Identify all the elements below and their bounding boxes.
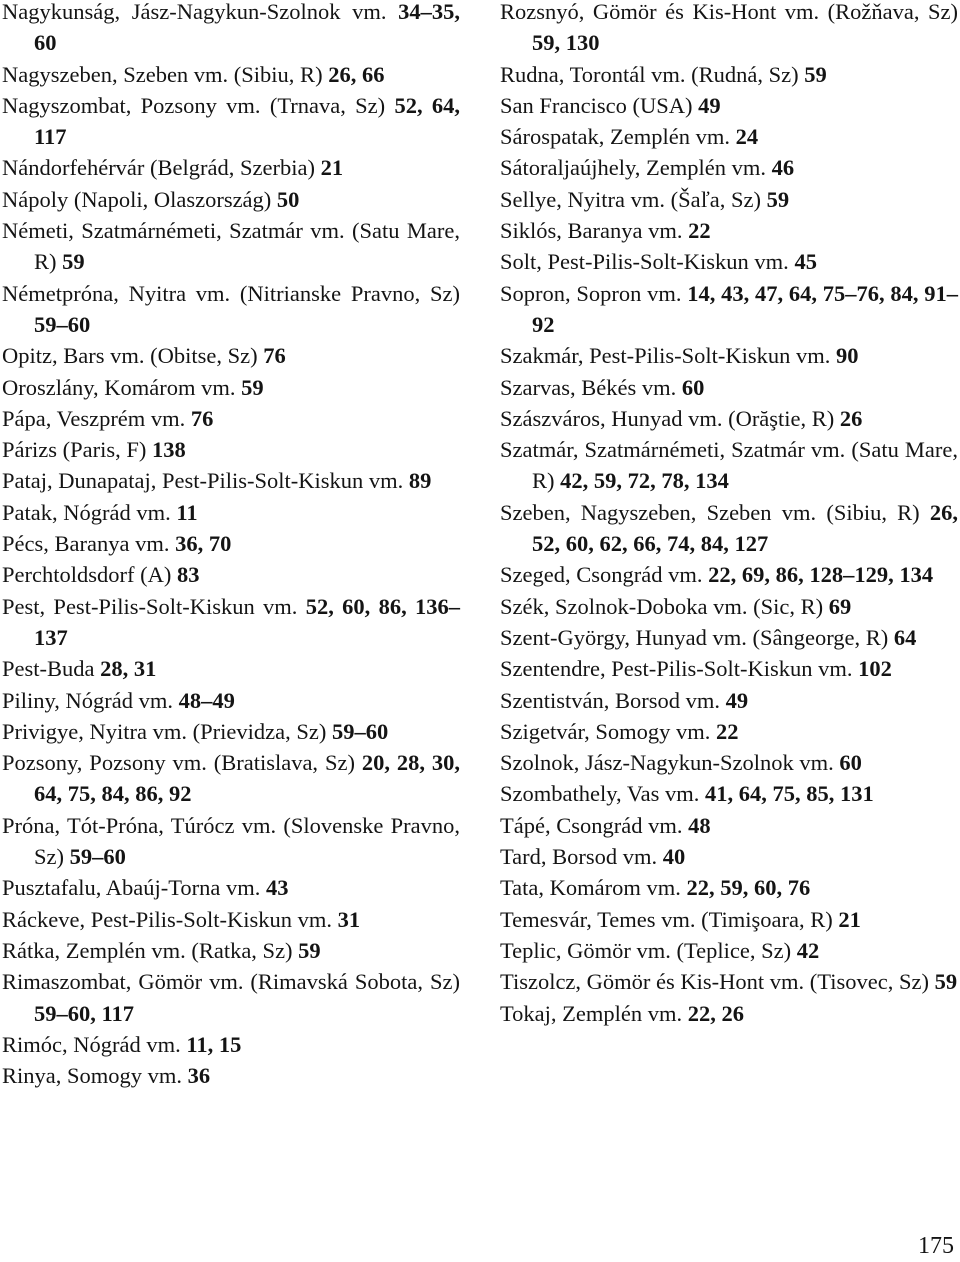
index-entry-place: Szigetvár, Somogy vm. xyxy=(500,718,711,744)
index-entry-pages: 59–60, 117 xyxy=(34,1000,135,1026)
index-entry-pages: 59–60 xyxy=(34,311,91,337)
index-entry-pages: 22, 69, 86, 128–129, 134 xyxy=(708,562,934,588)
index-entry-place: Szent-György, Hunyad vm. (Sângeorge, R) xyxy=(500,624,889,650)
index-entry-pages: 59 xyxy=(298,937,321,963)
index-entry-place: Németi, Szatmárnémeti, Szatmár vm. (Satu Mare, R) xyxy=(2,218,460,275)
index-entry-place: Pápa, Veszprém vm. xyxy=(2,405,186,431)
index-entry-pages: 138 xyxy=(152,437,186,463)
index-entry-pages: 26 xyxy=(839,405,863,431)
index-entry-place: Nápoly (Napoli, Olaszország) xyxy=(2,186,272,212)
index-entry-place: Temesvár, Temes vm. (Timişoara, R) xyxy=(500,906,833,932)
index-entry-place: Piliny, Nógrád vm. xyxy=(2,687,174,713)
index-entry-place: Nándorfehérvár (Belgrád, Szerbia) xyxy=(2,155,315,181)
index-entry-pages: 43 xyxy=(266,875,289,901)
index-entry-place: Privigye, Nyitra vm. (Prievidza, Sz) xyxy=(2,718,327,744)
index-entry-place: Patak, Nógrád vm. xyxy=(2,499,171,525)
index-entry xyxy=(2,1060,460,1091)
index-entry-place: Opitz, Bars vm. (Obitse, Sz) xyxy=(2,343,258,369)
page-number: 175 xyxy=(918,1233,954,1259)
index-entry xyxy=(500,653,958,684)
index-entry-place: Tata, Komárom vm. xyxy=(500,875,681,901)
index-entry xyxy=(2,591,460,654)
index-entry xyxy=(2,59,460,90)
index-entry xyxy=(2,340,460,371)
index-entry xyxy=(500,685,958,716)
index-entry-place: Szentendre, Pest-Pilis-Solt-Kiskun vm. xyxy=(500,656,853,682)
index-entry xyxy=(500,215,958,246)
index-entry xyxy=(2,1029,460,1060)
index-entry-pages: 11, 15 xyxy=(186,1031,242,1057)
index-entry xyxy=(2,184,460,215)
index-entry-place: Rimóc, Nógrád vm. xyxy=(2,1031,181,1057)
index-entry-place: Sopron, Sopron vm. xyxy=(500,280,682,306)
index-entry-place: Pécs, Baranya vm. xyxy=(2,531,170,557)
index-entry-place: Pozsony, Pozsony vm. (Bratislava, Sz) xyxy=(2,750,355,776)
index-entry xyxy=(500,591,958,622)
index-entry xyxy=(500,778,958,809)
index-entry-pages: 36, 70 xyxy=(175,531,232,557)
index-entry xyxy=(500,59,958,90)
index-entry-pages: 69 xyxy=(828,593,852,619)
index-entry xyxy=(500,184,958,215)
index-entry-place: Oroszlány, Komárom vm. xyxy=(2,374,236,400)
index-entry-pages: 46 xyxy=(771,155,795,181)
index-entry-pages: 49 xyxy=(725,687,749,713)
index-entry-pages: 52, 60, 86, 136–137 xyxy=(34,593,461,650)
index-entry xyxy=(500,622,958,653)
index-entry-pages: 59 xyxy=(62,249,85,275)
index-entry-place: Szarvas, Békés vm. xyxy=(500,374,677,400)
index-entry-pages: 26, 52, 60, 62, 66, 74, 84, 127 xyxy=(532,499,958,557)
index-entry xyxy=(2,434,460,465)
index-entry-place: Pusztafalu, Abaúj-Torna vm. xyxy=(2,875,261,901)
index-entry-pages: 21 xyxy=(320,155,344,181)
index-entry-place: Próna, Tót-Próna, Túrócz vm. (Slovenske Pravno, Sz) xyxy=(2,812,460,870)
index-entry-pages: 102 xyxy=(858,656,892,682)
index-entry-place: Nagyszeben, Szeben vm. (Sibiu, R) xyxy=(2,61,323,87)
index-entry xyxy=(500,747,958,778)
index-entry-pages: 14, 43, 47, 64, 75–76, 84, 91–92 xyxy=(532,280,959,337)
index-entry-pages: 22, 59, 60, 76 xyxy=(686,875,811,901)
index-entry-place: San Francisco (USA) xyxy=(500,92,693,118)
index-entry-pages: 40 xyxy=(662,844,686,870)
index-entry-place: Szolnok, Jász-Nagykun-Szolnok vm. xyxy=(500,750,834,776)
index-entry-pages: 36 xyxy=(187,1063,211,1089)
index-entry-pages: 59 xyxy=(934,969,958,995)
index-entry-place: Perchtoldsdorf (A) xyxy=(2,562,172,588)
index-entry-pages: 42, 59, 72, 78, 134 xyxy=(560,468,729,494)
index-entry xyxy=(500,904,958,935)
index-entry-pages: 90 xyxy=(835,343,859,369)
index-entry xyxy=(2,465,460,496)
index-entry xyxy=(500,0,958,59)
index-entry-pages: 50 xyxy=(276,186,300,212)
index-entry-place: Szeged, Csongrád vm. xyxy=(500,562,703,588)
index-entry-pages: 45 xyxy=(794,249,817,275)
index-entry xyxy=(500,935,958,966)
index-entry-pages: 42 xyxy=(796,937,820,963)
index-entry xyxy=(2,935,460,966)
index-entry xyxy=(2,372,460,403)
index-entry-place: Rátka, Zemplén vm. (Ratka, Sz) xyxy=(2,937,293,963)
index-entry-place: Nagyszombat, Pozsony vm. (Trnava, Sz) xyxy=(2,92,386,118)
index-entry-place: Solt, Pest-Pilis-Solt-Kiskun vm. xyxy=(500,249,789,275)
index-column-left xyxy=(2,0,460,1091)
index-entry-pages: 76 xyxy=(190,405,214,431)
index-entry xyxy=(2,497,460,528)
index-entry-pages: 60 xyxy=(839,750,862,776)
index-entry xyxy=(2,0,460,59)
index-entry-pages: 26, 66 xyxy=(328,61,385,87)
index-entry-pages: 59 xyxy=(766,186,790,212)
index-entry xyxy=(2,966,460,1029)
index-entry-place: Pest, Pest-Pilis-Solt-Kiskun vm. xyxy=(2,593,298,619)
index-entry-pages: 64 xyxy=(893,624,917,650)
index-entry-pages: 22 xyxy=(688,218,711,244)
index-entry-pages: 11 xyxy=(176,499,198,525)
index-entry-place: Sellye, Nyitra vm. (Šaľa, Sz) xyxy=(500,186,761,212)
index-entry xyxy=(500,278,958,341)
index-entry xyxy=(500,340,958,371)
index-entry xyxy=(500,121,958,152)
index-entry-pages: 48 xyxy=(688,812,711,838)
index-entry-place: Pataj, Dunapataj, Pest-Pilis-Solt-Kiskun vm. xyxy=(2,468,404,494)
index-entry-place: Rimaszombat, Gömör vm. (Rimavská Sobota, Sz) xyxy=(2,969,460,995)
index-entry xyxy=(500,559,958,590)
index-entry-pages: 31 xyxy=(337,906,361,932)
index-entry-place: Rudna, Torontál vm. (Rudná, Sz) xyxy=(500,61,799,87)
index-entry-place: Siklós, Baranya vm. xyxy=(500,218,683,244)
index-entry xyxy=(500,810,958,841)
index-entry xyxy=(2,90,460,153)
index-entry-place: Szombathely, Vas vm. xyxy=(500,781,700,807)
index-entry xyxy=(2,716,460,747)
index-entry xyxy=(2,747,460,810)
index-entry-place: Szeben, Nagyszeben, Szeben vm. (Sibiu, R) xyxy=(500,499,920,525)
index-entry xyxy=(500,246,958,277)
index-entry xyxy=(500,966,958,997)
index-entry-pages: 22 xyxy=(715,718,739,744)
index-entry xyxy=(2,215,460,278)
index-entry xyxy=(2,559,460,590)
index-column-right xyxy=(500,0,958,1029)
index-entry-pages: 83 xyxy=(176,562,200,588)
index-entry-place: Teplic, Gömör vm. (Teplice, Sz) xyxy=(500,937,792,963)
index-entry-place: Pest-Buda xyxy=(2,656,95,682)
index-entry-pages: 49 xyxy=(698,92,721,118)
index-entry xyxy=(500,152,958,183)
index-entry xyxy=(500,372,958,403)
index-entry-place: Rozsnyó, Gömör és Kis-Hont vm. (Rožňava, Sz) xyxy=(500,0,958,24)
index-entry-place: Tard, Borsod vm. xyxy=(500,844,658,870)
index-entry-place: Szék, Szolnok-Doboka vm. (Sic, R) xyxy=(500,593,824,619)
index-entry-place: Ráckeve, Pest-Pilis-Solt-Kiskun vm. xyxy=(2,906,332,932)
index-entry-place: Tápé, Csongrád vm. xyxy=(500,812,683,838)
index-entry xyxy=(500,90,958,121)
index-entry xyxy=(500,998,958,1029)
index-entry xyxy=(2,152,460,183)
index-entry-pages: 48–49 xyxy=(178,687,235,713)
index-entry-pages: 60 xyxy=(681,374,705,400)
index-entry-pages: 52, 64, 117 xyxy=(34,92,461,150)
index-entry xyxy=(2,528,460,559)
index-entry-place: Szatmár, Szatmárnémeti, Szatmár vm. (Satu Mare, R) xyxy=(500,437,958,494)
index-entry-place: Sátoraljaújhely, Zemplén vm. xyxy=(500,155,766,181)
index-entry-place: Rinya, Somogy vm. xyxy=(2,1063,183,1089)
index-entry-place: Párizs (Paris, F) xyxy=(2,437,147,463)
index-entry-place: Szakmár, Pest-Pilis-Solt-Kiskun vm. xyxy=(500,343,831,369)
index-entry xyxy=(500,872,958,903)
index-entry-place: Sárospatak, Zemplén vm. xyxy=(500,124,730,150)
index-entry-pages: 41, 64, 75, 85, 131 xyxy=(704,781,874,807)
index-entry-pages: 89 xyxy=(408,468,432,494)
index-entry xyxy=(500,497,958,560)
index-entry-place: Tokaj, Zemplén vm. xyxy=(500,1000,683,1026)
index-entry xyxy=(2,810,460,873)
index-entry-pages: 28, 31 xyxy=(100,656,157,682)
index-entry-pages: 21 xyxy=(838,906,861,932)
index-entry-pages: 59 xyxy=(804,61,827,87)
index-entry-pages: 59, 130 xyxy=(532,30,600,56)
index-entry-pages: 59–60 xyxy=(69,844,126,870)
index-entry xyxy=(2,904,460,935)
index-entry xyxy=(500,434,958,497)
index-entry-pages: 22, 26 xyxy=(687,1000,745,1026)
index-entry-place: Szentistván, Borsod vm. xyxy=(500,687,720,713)
index-entry xyxy=(2,872,460,903)
index-entry xyxy=(2,685,460,716)
index-entry-place: Tiszolcz, Gömör és Kis-Hont vm. (Tisovec, Sz) xyxy=(500,969,929,995)
index-entry xyxy=(500,403,958,434)
index-entry xyxy=(500,841,958,872)
index-entry-pages: 24 xyxy=(735,124,759,150)
index-entry-pages: 34–35, 60 xyxy=(34,0,461,56)
index-entry-pages: 76 xyxy=(263,343,286,369)
index-entry-pages: 20, 28, 30, 64, 75, 84, 86, 92 xyxy=(34,750,460,807)
index-entry-place: Szászváros, Hunyad vm. (Orăştie, R) xyxy=(500,405,835,431)
index-entry xyxy=(2,278,460,341)
index-entry-place: Nagykunság, Jász-Nagykun-Szolnok vm. xyxy=(2,0,387,24)
index-entry xyxy=(2,403,460,434)
index-entry xyxy=(2,653,460,684)
index-entry-pages: 59 xyxy=(241,374,264,400)
index-entry-place: Németpróna, Nyitra vm. (Nitrianske Pravno, Sz) xyxy=(2,280,460,306)
index-entry-pages: 59–60 xyxy=(331,718,389,744)
index-entry xyxy=(500,716,958,747)
